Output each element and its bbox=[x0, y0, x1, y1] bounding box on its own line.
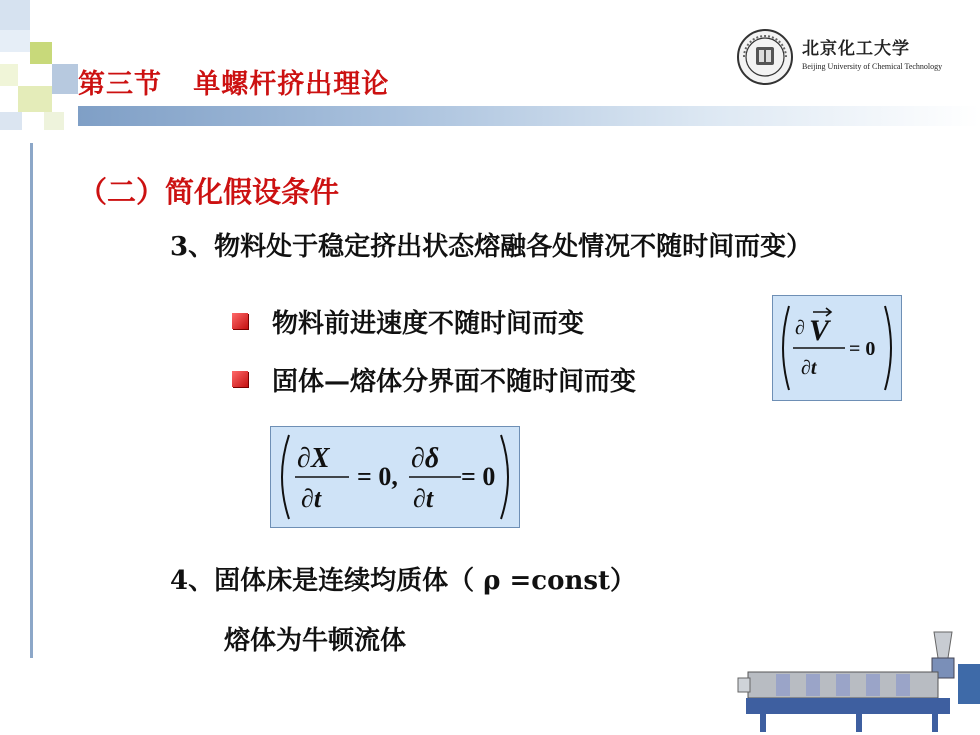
equals-zero: = 0 bbox=[461, 462, 496, 491]
velocity-symbol: V bbox=[809, 314, 830, 347]
assumption-3: 3、物料处于稳定挤出状态熔融各处情况不随时间而变） bbox=[170, 232, 813, 262]
denominator: ∂t bbox=[801, 357, 817, 379]
bullet-text: 物料前进速度不随时间而变 bbox=[272, 309, 585, 339]
equals-zero-comma: = 0, bbox=[357, 462, 398, 491]
numerator-delta: ∂δ bbox=[411, 443, 440, 474]
bullet-square-icon bbox=[232, 313, 248, 329]
denominator-t2: ∂t bbox=[413, 484, 434, 513]
university-name-en: Beijing University of Chemical Technology bbox=[802, 62, 943, 71]
bullet-text: 固体—熔体分界面不随时间而变 bbox=[272, 367, 637, 397]
university-logo bbox=[736, 28, 980, 88]
seal-icon bbox=[736, 28, 794, 86]
equals-zero: = 0 bbox=[849, 338, 876, 360]
partial-symbol: ∂ bbox=[795, 317, 805, 339]
assumption-4-continued: 熔体为牛顿流体 bbox=[224, 626, 407, 656]
interface-formula bbox=[271, 427, 519, 527]
denominator-t1: ∂t bbox=[301, 484, 322, 513]
numerator-x: ∂X bbox=[297, 443, 330, 474]
assumption-4: 4、固体床是连续均质体（ ρ =const） bbox=[170, 566, 636, 596]
header-bar bbox=[78, 106, 980, 126]
university-name-cn: 北京化工大学 bbox=[802, 39, 910, 59]
slide-title: 第三节 单螺杆挤出理论 bbox=[78, 69, 390, 100]
bullet-square-icon bbox=[232, 371, 248, 387]
section-heading: （二）简化假设条件 bbox=[78, 175, 340, 209]
left-divider bbox=[30, 143, 33, 658]
velocity-formula bbox=[773, 296, 901, 400]
extruder-machine-image bbox=[736, 628, 980, 735]
interface-formula-box bbox=[270, 426, 520, 528]
velocity-formula-box bbox=[772, 295, 902, 401]
